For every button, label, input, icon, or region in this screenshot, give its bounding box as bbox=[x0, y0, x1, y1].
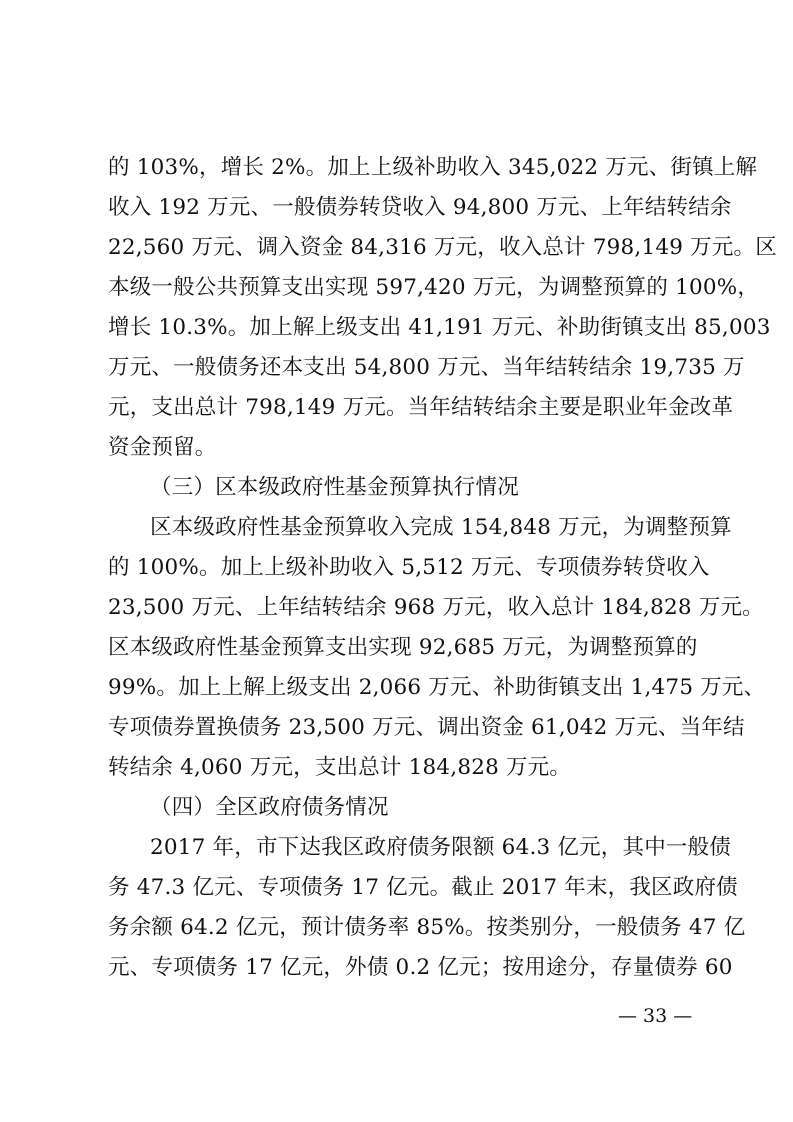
text-line: 元，支出总计 798,149 万元。当年结转结余主要是职业年金改革 bbox=[108, 395, 734, 420]
text-line: 的 103%，增长 2%。加上上级补助收入 345,022 万元、街镇上解 bbox=[108, 155, 758, 180]
text-line: 2017 年，市下达我区政府债务限额 64.3 亿元，其中一般债 bbox=[150, 835, 731, 860]
text-line: 收入 192 万元、一般债券转贷收入 94,800 万元、上年结转结余 bbox=[108, 195, 732, 220]
text-line: 区本级政府性基金预算收入完成 154,848 万元，为调整预算 bbox=[150, 515, 732, 540]
text-line: 增长 10.3%。加上解上级支出 41,191 万元、补助街镇支出 85,003 bbox=[108, 315, 771, 340]
text-line: 本级一般公共预算支出实现 597,420 万元，为调整预算的 100%， bbox=[108, 275, 760, 300]
text-line: 专项债券置换债务 23,500 万元、调出资金 61,042 万元、当年结 bbox=[108, 715, 745, 740]
text-line: 万元、一般债务还本支出 54,800 万元、当年结转结余 19,735 万 bbox=[108, 355, 745, 380]
text-line: 转结余 4,060 万元，支出总计 184,828 万元。 bbox=[108, 755, 572, 780]
text-line: 区本级政府性基金预算支出实现 92,685 万元，为调整预算的 bbox=[108, 635, 698, 660]
text-line: 22,560 万元、调入资金 84,316 万元，收入总计 798,149 万元。区 bbox=[108, 235, 777, 260]
text-line: 的 100%。加上上级补助收入 5,512 万元、专项债券转贷收入 bbox=[108, 555, 710, 580]
page-number: — 33 — bbox=[618, 1005, 693, 1027]
text-line: 23,500 万元、上年结转结余 968 万元，收入总计 184,828 万元。 bbox=[108, 595, 764, 620]
text-line: 资金预留。 bbox=[108, 435, 217, 460]
text-line: 元、专项债务 17 亿元，外债 0.2 亿元；按用途分，存量债券 60 bbox=[108, 955, 733, 980]
text-line: 99%。加上上解上级支出 2,066 万元、补助街镇支出 1,475 万元、 bbox=[108, 675, 766, 700]
section-heading: （三）区本级政府性基金预算执行情况 bbox=[150, 475, 519, 500]
text-line: 务 47.3 亿元、专项债务 17 亿元。截止 2017 年末，我区政府债 bbox=[108, 875, 738, 900]
section-heading: （四）全区政府债务情况 bbox=[150, 795, 389, 820]
text-line: 务余额 64.2 亿元，预计债务率 85%。按类别分，一般债务 47 亿 bbox=[108, 915, 746, 940]
